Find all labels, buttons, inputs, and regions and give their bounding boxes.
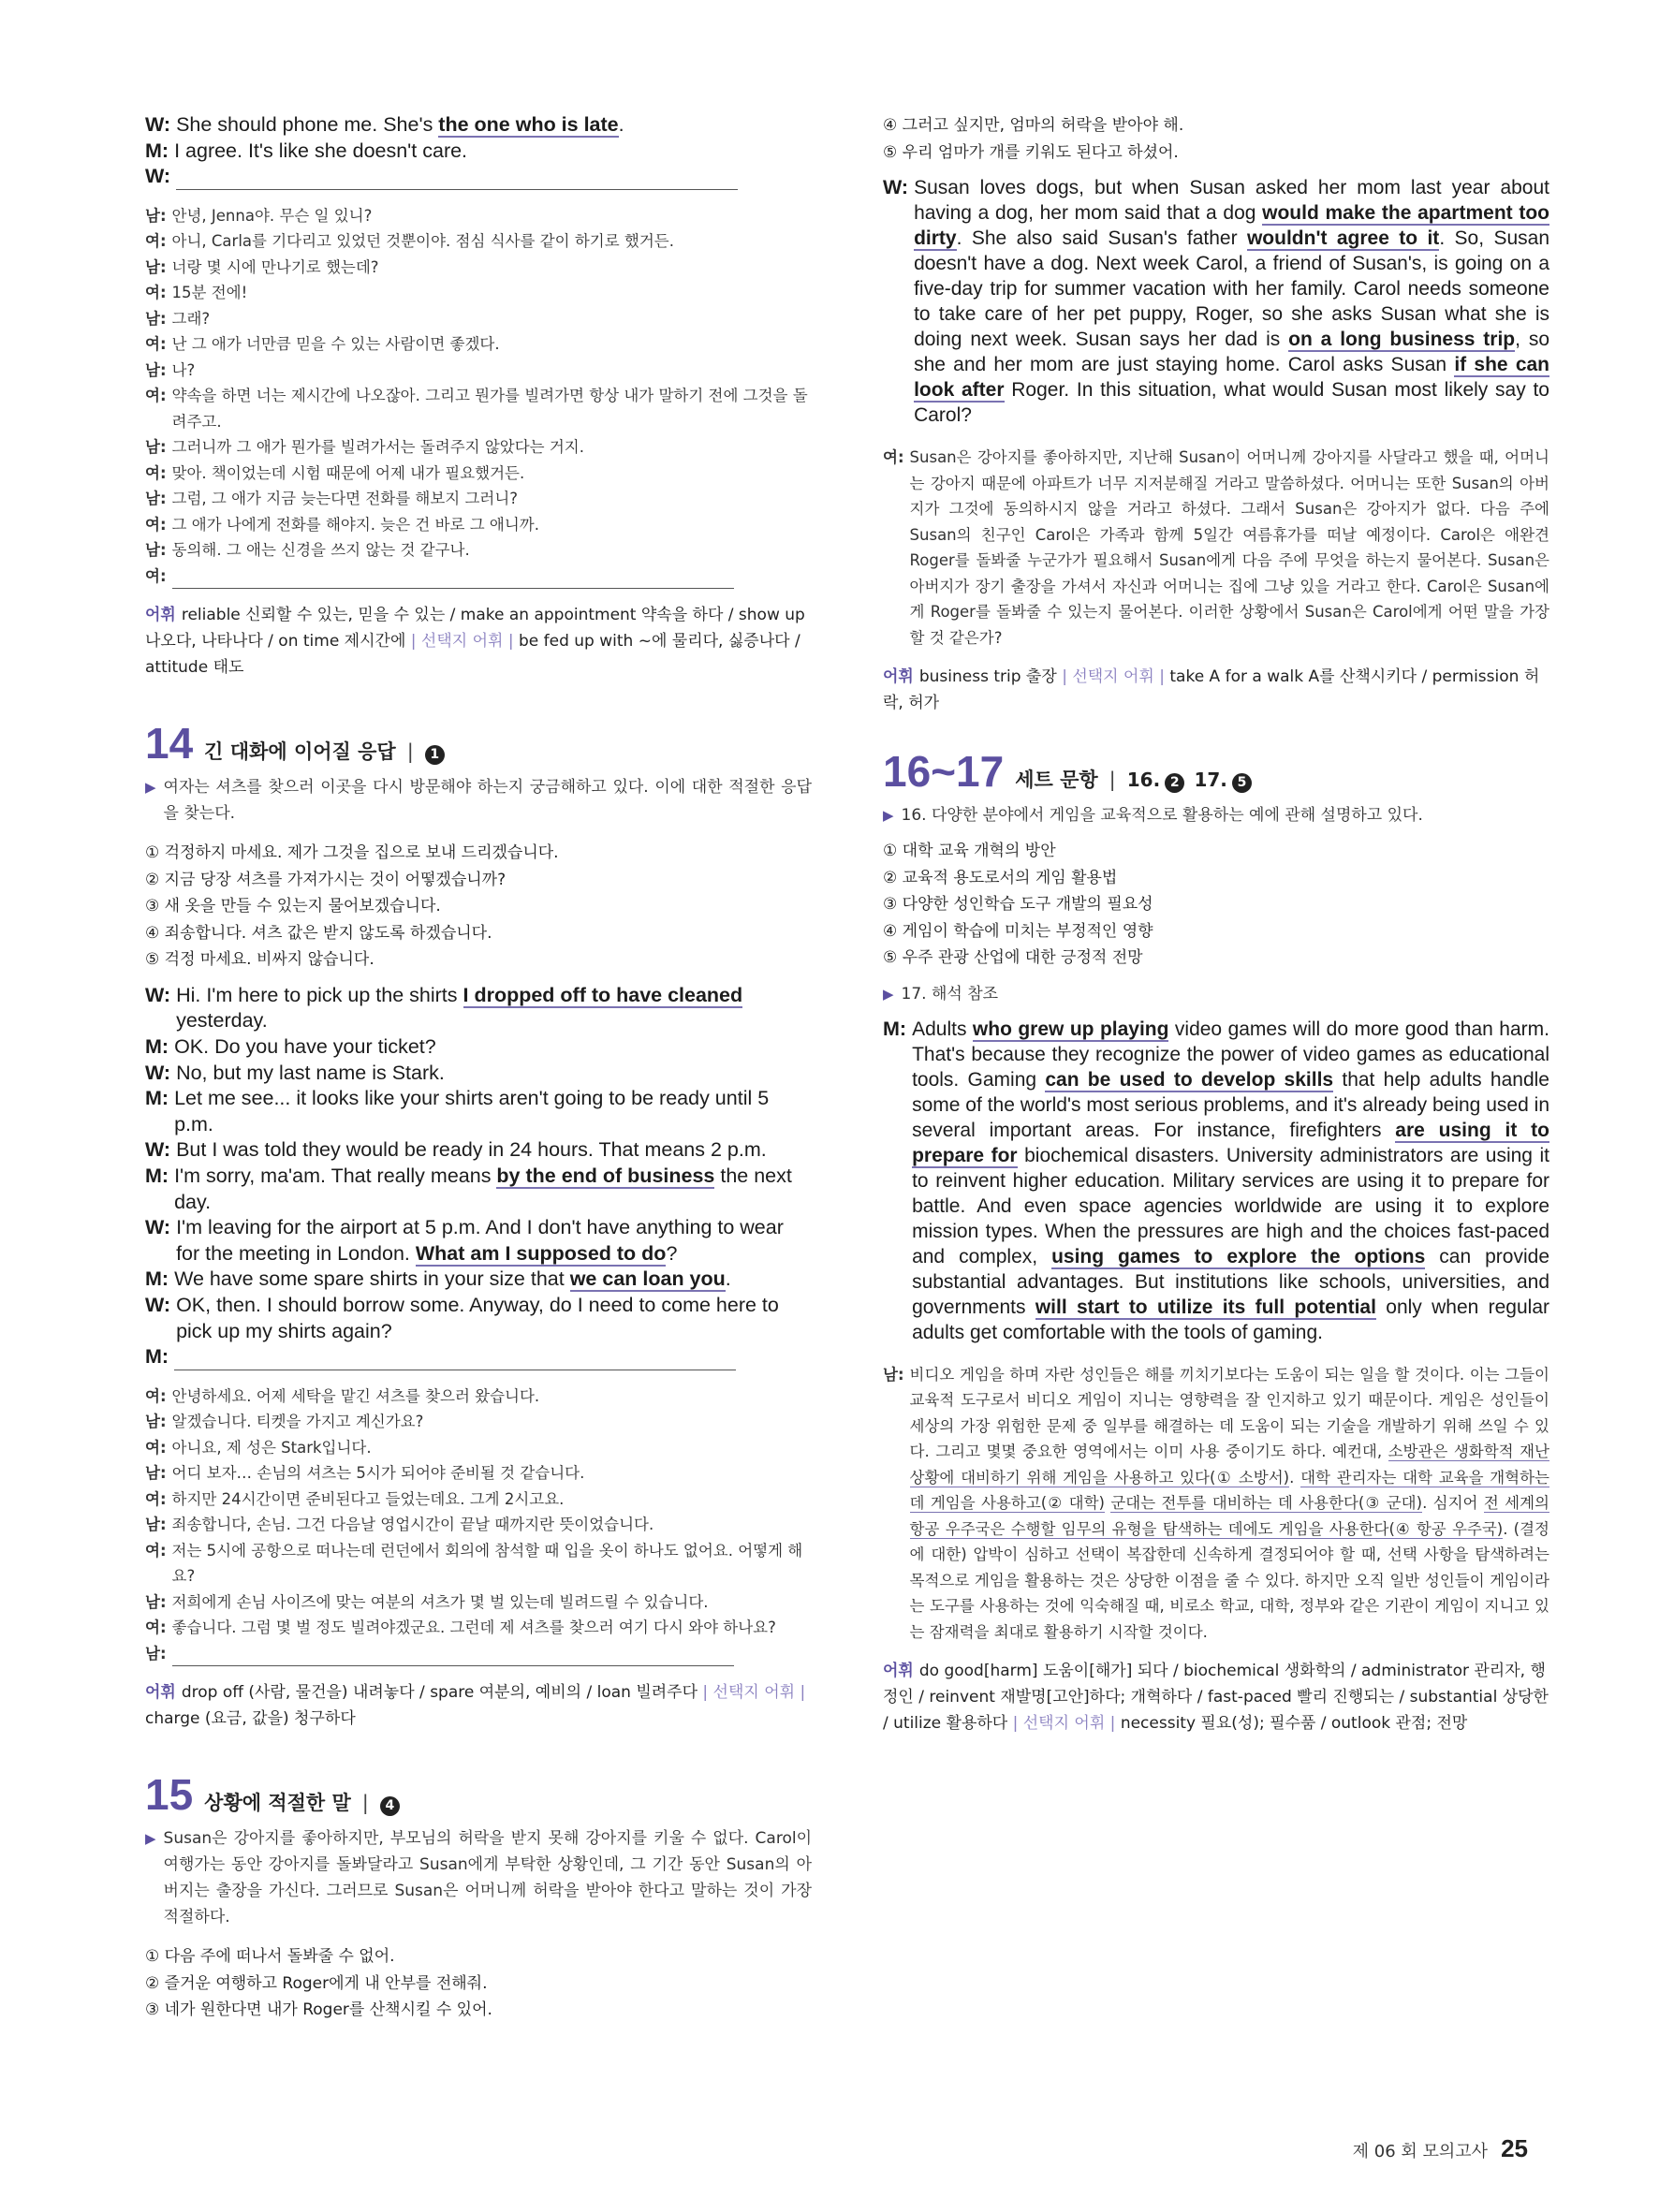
- option-item: ① 다음 주에 떠나서 돌봐줄 수 없어.: [145, 1947, 395, 1967]
- q16-vocab: [883, 1658, 1549, 1736]
- vocab-text-after: be fed up with ~에 물리다, 싫증나다 / attitude 태도: [145, 632, 800, 678]
- question-type-title: 세트 문항: [1015, 769, 1098, 791]
- key-phrase: the one who is late: [438, 113, 619, 136]
- speaker-label: 남:: [145, 1413, 167, 1431]
- page-footer: [1353, 2134, 1528, 2163]
- dialog-line: [145, 1034, 812, 1061]
- question-number: 15: [145, 1770, 194, 1820]
- q15-options: [145, 1943, 812, 2024]
- dialog-text: Let me see... it looks like your shirts aren't going to be ready until 5 p.m.: [174, 1087, 770, 1135]
- translation-line: [145, 564, 812, 590]
- speaker-label: 여:: [145, 387, 167, 405]
- translation-line: [145, 1384, 812, 1410]
- speaker-label: 여:: [145, 463, 167, 482]
- speaker-label: M:: [145, 139, 169, 162]
- key-phrase: 전 세계의 항공 우주국은 수행할 임무의 유형을 탐색하는 데에도 게임을 사용한다(④ 항공 우주국): [909, 1494, 1549, 1538]
- vocab-text-after: take A for a walk A를 산책시키다 / permission 허락, 허가: [883, 667, 1540, 712]
- dialog-line: [145, 139, 812, 165]
- right-column: [883, 112, 1549, 1736]
- translation-text: 죄송합니다, 손님. 그건 다음날 영업시간이 끝날 때까지란 뜻이었습니다.: [171, 1516, 654, 1534]
- speaker-label: M:: [145, 1267, 169, 1291]
- speaker-label: 여:: [145, 232, 167, 251]
- translation-line: [145, 1589, 812, 1616]
- test-label: 제 06 회 모의고사: [1352, 2142, 1489, 2161]
- translation-text: 약속을 하면 너는 제시간에 나오잖아. 그리고 뭔가를 빌려가면 항상 내가 말하기 전에 그것을 돌려주고.: [171, 387, 808, 431]
- translation-line: [145, 1641, 812, 1667]
- option-item: ⑤ 우주 관광 산업에 대한 긍정적 전망: [883, 948, 1143, 967]
- translation-text: 아니요, 제 성은 Stark입니다.: [171, 1438, 372, 1457]
- speaker-label: 남:: [145, 1464, 167, 1483]
- translation-text: 그러니까 그 애가 뭔가를 빌려가서는 돌려주지 않았다는 거지.: [171, 438, 584, 457]
- question-number: 14: [145, 719, 194, 769]
- answer-16-label: 16.: [1126, 769, 1161, 791]
- q14-description: ▶ 여자는 셔츠를 찾으러 이곳을 다시 방문해야 하는지 궁금해하고 있다. 이에 대한 적절한 응답을 찾는다.: [145, 778, 812, 824]
- speaker-label: 남:: [145, 1592, 167, 1611]
- speaker-label: 여:: [145, 335, 167, 354]
- translation-text: 안녕, Jenna야. 무슨 일 있니?: [171, 206, 373, 225]
- q15-korean-translation: 여: Susan은 강아지를 좋아하지만, 지난해 Susan이 어머니께 강아지를 사달라고 했을 때, 어머니는 강아지 때문에 아파트가 너무 지저분해질 거라고 말씀하셨다. 어머니는 또한 Susan의 아버지가 그것에 동의하시지 않을 거라고 하셨다. 그래서 Susan은 강아지가 없다. 다음 주에 Susan의 친구인 Carol은 가족과 함께 5일간 여름휴가를 떠날 예정이다. Carol은 애완견 Roger를 돌봐줄 누군가가 필요해서 Susan에게 다음 주에 무엇을 하는지 물어본다. Susan은 아버지가 장기 출장을 가셔서 자신과 어머니는 집에 그냥 있을 거라고 한다. Carol은 Susan에게 Roger를 돌봐줄 수 있는지 물어본다. 이러한 상황에서 Susan은 Carol에게 어떤 말을 가장 할 것 같은가?: [883, 448, 1549, 647]
- translation-text: 그래?: [171, 309, 211, 328]
- q16-17-header: 16~17 세트 문항 | 16. 2 17. 5: [883, 746, 1549, 797]
- q14-header: 14 긴 대화에 이어질 응답 | 1: [145, 718, 812, 769]
- translation-line: [145, 331, 812, 358]
- vocab-label: 어휘: [883, 1662, 914, 1680]
- speaker-label: 남:: [145, 438, 167, 457]
- translation-text: 어디 보자… 손님의 셔츠는 5시가 되어야 준비될 것 같습니다.: [171, 1464, 585, 1483]
- q16-description: ▶ 16. 다양한 분야에서 게임을 교육적으로 활용하는 예에 관해 설명하고 있다.: [883, 806, 1423, 825]
- translation-line: [145, 1538, 812, 1589]
- translation-line: [145, 1460, 812, 1487]
- vocab-text: business trip 출장: [918, 667, 1057, 686]
- q15-monologue: W: Susan loves dogs, but when Susan asked her mom last year about having a dog, her mom said that a dog would make the apartment too dirty. She also said Susan's father wouldn't agree to it. So, Susan doesn't have a dog. Next week Carol, a friend of Susan's, is going on a five-day trip for summer vacation with her family. Carol needs someone to take care of her pet puppy, Roger, so she asks Susan what she is doing next week. Susan says her dad is on a long business trip, so she and her mom are just staying home. Carol asks Susan if she can look after Roger. In this situation, what would Susan most likely say to Carol?: [883, 176, 1550, 426]
- dialog-text: [174, 1344, 812, 1370]
- dialog-line: [145, 1086, 812, 1137]
- answer-circle: 1: [425, 745, 445, 765]
- speaker-label: 여:: [145, 284, 167, 302]
- option-item: ① 걱정하지 마세요. 제가 그것을 집으로 보내 드리겠습니다.: [145, 843, 559, 863]
- dialog-line: [145, 1215, 812, 1267]
- translation-text: 아니, Carla를 기다리고 있었던 것뿐이야. 점심 식사를 같이 하기로 했거든.: [171, 232, 674, 251]
- key-phrase: 군대는 전투를 대비하는 데 사용한다(③ 군대): [1110, 1494, 1423, 1512]
- translation-line: [145, 512, 812, 538]
- key-phrase: What am I supposed to do: [415, 1241, 667, 1265]
- translation-text: 안녕하세요. 어제 세탁을 맡긴 셔츠를 찾으러 왔습니다.: [171, 1386, 540, 1405]
- left-column: [145, 112, 812, 2024]
- dialog-text: Hi. I'm here to pick up the shirts I dropped off to have cleaned yesterday.: [176, 983, 743, 1033]
- speaker-label: 남:: [145, 309, 167, 328]
- speaker-label: 여:: [145, 1386, 167, 1405]
- dialog-text: OK. Do you have your ticket?: [174, 1034, 436, 1058]
- q15-header: 15 상황에 적절한 말 | 4: [145, 1769, 812, 1820]
- option-item: ⑤ 걱정 마세요. 비싸지 않습니다.: [145, 950, 374, 970]
- answer-circle: 4: [380, 1796, 400, 1816]
- speaker-label: W:: [145, 1293, 171, 1316]
- speaker-label: M:: [145, 1087, 169, 1110]
- translation-line: [145, 203, 812, 229]
- key-phrase: we can loan you: [569, 1267, 726, 1291]
- speaker-label: 여:: [145, 1619, 167, 1637]
- option-item: ③ 네가 원한다면 내가 Roger를 산책시킬 수 있어.: [145, 2000, 492, 2020]
- translation-line: [145, 486, 812, 512]
- answer-blank: [174, 1351, 736, 1370]
- q16-options: [883, 838, 1549, 972]
- speaker-label: 남:: [145, 257, 167, 276]
- speaker-label: W:: [145, 165, 171, 188]
- answer-blank: [172, 569, 734, 589]
- key-phrase: will start to utilize its full potential: [1035, 1296, 1376, 1318]
- q13-dialog-end: [145, 112, 812, 190]
- dialog-line: [145, 1137, 812, 1164]
- dialog-text: [176, 164, 812, 190]
- dialog-text: I agree. It's like she doesn't care.: [174, 139, 468, 162]
- translation-text: 좋습니다. 그럼 몇 벌 정도 빌려야겠군요. 그런데 제 셔츠를 찾으러 여기 다시 와야 하나요?: [171, 1619, 776, 1637]
- dialog-text: I'm leaving for the airport at 5 p.m. And I don't have anything to wear for the meeting in London. What am I supposed to do?: [176, 1216, 784, 1265]
- vocab-label: 어휘: [883, 667, 914, 686]
- translation-line: [145, 1615, 812, 1641]
- q14-options: [145, 840, 812, 974]
- dialog-line: [145, 1061, 812, 1087]
- vocab-text-after: charge (요금, 값을) 청구하다: [145, 1709, 356, 1729]
- key-phrase: are using it to prepare for: [912, 1119, 1549, 1166]
- speaker-label: 남:: [145, 360, 167, 379]
- speaker-label: 여:: [145, 1438, 167, 1457]
- translation-text: 나?: [171, 360, 196, 379]
- speaker-label: M:: [145, 1034, 169, 1058]
- option-item: ⑤ 우리 엄마가 개를 키워도 된다고 하셨어.: [883, 142, 1179, 162]
- dialog-line: [145, 983, 812, 1034]
- speaker-label: 여:: [145, 515, 167, 534]
- question-type-title: 상황에 적절한 말: [204, 1792, 351, 1815]
- q14-vocab: [145, 1679, 812, 1732]
- option-item: ④ 게임이 학습에 미치는 부정적인 영향: [883, 921, 1153, 941]
- q13-korean-translation: [145, 203, 812, 590]
- q14-dialog: [145, 983, 812, 1370]
- q16-korean-translation: 남: 비디오 게임을 하며 자란 성인들은 해를 끼치기보다는 도움이 되는 일을 할 것이다. 이는 그들이 교육적 도구로서 비디오 게임이 지니는 영향력을 잘 인지하고 있기 때문이다. 게임은 성인들이 세상의 가장 위험한 문제 중 일부를 해결하는 데 도움이 되는 기술을 개발하기 위해 쓰일 수 있다. 그리고 몇몇 중요한 영역에서는 이미 사용 중이기도 하다. 예컨대, 소방관은 생화학적 재난 상황에 대비하기 위해 게임을 사용하고 있다(① 소방서). 대학 관리자는 대학 교육을 개혁하는 데 게임을 사용하고(② 대학) 군대는 전투를 대비하는 데 사용한다(③ 군대). 심지어 전 세계의 항공 우주국은 수행할 임무의 유형을 탐색하는 데에도 게임을 사용한다(④ 항공 우주국). (결정에 대한) 압박이 심하고 선택이 복잡한데 신속하게 결정되어야 할 때, 선택 사항을 탐색하려는 목적으로 게임을 활용하는 것은 상당한 이점을 줄 수 있다. 하지만 오직 일반 성인들이 게임이라는 도구를 사용하는 것에 익숙해질 때, 비로소 학교, 대학, 정부와 같은 기관이 게임이 지니고 있는 잠재력을 최대로 활용하기 시작할 것이다.: [883, 1365, 1549, 1641]
- speaker-label: W:: [145, 1138, 171, 1162]
- translation-text: 알겠습니다. 티켓을 가지고 계신가요?: [171, 1413, 424, 1431]
- speaker-label: 남:: [145, 1516, 167, 1534]
- q15-description: ▶ Susan은 강아지를 좋아하지만, 부모님의 허락을 받지 못해 강아지를 키울 수 없다. Carol이 여행가는 동안 강아지를 돌봐달라고 Susan에게 부탁한 상황인데, 그 기간 동안 Susan의 아버지는 출장을 가신다. 그러므로 Susan은 어머니께 허락을 받아야 한다고 말하는 것이 가장 적절하다.: [145, 1829, 812, 1927]
- key-phrase: wouldn't agree to it: [1246, 227, 1440, 249]
- speaker-label: 남:: [145, 541, 167, 560]
- dialog-text: We have some spare shirts in your size that we can loan you.: [174, 1267, 731, 1291]
- answer-circle-17: 5: [1232, 773, 1252, 793]
- translation-text: 저는 5시에 공항으로 떠나는데 런던에서 회의에 참석할 때 입을 옷이 하나도 없어요. 어떻게 해요?: [171, 1541, 803, 1586]
- option-item: ③ 다양한 성인학습 도구 개발의 필요성: [883, 895, 1153, 914]
- key-phrase: on a long business trip: [1288, 329, 1516, 350]
- q15-vocab: [883, 664, 1549, 716]
- translation-line: [145, 280, 812, 306]
- key-phrase: 대학 관리자는 대학 교육을 개혁하는 데 게임을 사용하고(② 대학): [909, 1468, 1549, 1512]
- vocab-text-after: necessity 필요(성); 필수품 / outlook 관점; 전망: [1120, 1714, 1468, 1733]
- speaker-label: 남:: [145, 206, 167, 225]
- q14-korean-translation: [145, 1384, 812, 1667]
- speaker-label: M:: [145, 1164, 169, 1187]
- translation-line: [145, 461, 812, 487]
- translation-text: [172, 564, 812, 590]
- dialog-line: [145, 1293, 812, 1344]
- option-item: ③ 새 옷을 만들 수 있는지 물어보겠습니다.: [145, 897, 441, 916]
- translation-line: [145, 383, 812, 434]
- speaker-label: 남:: [145, 490, 167, 508]
- translation-line: [145, 358, 812, 384]
- translation-text: 15분 전에!: [171, 284, 248, 302]
- translation-text: [172, 1641, 812, 1667]
- speaker-label: W:: [145, 1061, 171, 1084]
- translation-text: 난 그 애가 너만큼 믿을 수 있는 사람이면 좋겠다.: [171, 335, 500, 354]
- answer-blank: [176, 170, 738, 190]
- vocab-text: reliable 신뢰할 수 있는, 믿을 수 있는 / make an appointment 약속을 하다 / show up 나오다, 나타나다 / on time 제시간에: [145, 606, 805, 652]
- speaker-label: 여:: [145, 1489, 167, 1508]
- question-number: 16~17: [883, 747, 1005, 796]
- translation-text: 저희에게 손님 사이즈에 맞는 여분의 셔츠가 몇 벌 있는데 빌려드릴 수 있습니다.: [171, 1592, 709, 1611]
- dialog-line: [145, 164, 812, 190]
- dialog-text: OK, then. I should borrow some. Anyway, do I need to come here to pick up my shirts again?: [176, 1293, 779, 1342]
- translation-line: [145, 255, 812, 281]
- translation-text: 그럼, 그 애가 지금 늦는다면 전화를 해보지 그러니?: [171, 490, 519, 508]
- translation-text: 동의해. 그 애는 신경을 쓰지 않는 것 같구나.: [171, 541, 470, 560]
- translation-line: [145, 306, 812, 332]
- speaker-label: 여:: [145, 566, 167, 585]
- vocab-text: do good[harm] 도움이[해가] 되다 / biochemical 생화학의 / administrator 관리자, 행정인 / reinvent 재발명[고안]하다; 개혁하다 / fast-paced 빨리 진행되는 / substantial 상당한 / utilize 활용하다: [883, 1662, 1549, 1733]
- speaker-label: W:: [145, 983, 171, 1006]
- key-phrase: can be used to develop skills: [1045, 1068, 1334, 1091]
- vocab-text: drop off (사람, 물건을) 내려놓다 / spare 여분의, 예비의 / loan 빌려주다: [181, 1683, 698, 1703]
- vocab-label: 어휘: [145, 606, 176, 625]
- key-phrase: would make the apartment too dirty: [914, 202, 1549, 249]
- translation-text: 맞아. 책이었는데 시험 때문에 어제 내가 필요했거든.: [171, 463, 525, 482]
- vocab-sub-label: | 선택지 어휘 |: [1012, 1714, 1116, 1733]
- key-phrase: if she can look after: [914, 354, 1549, 401]
- key-phrase: by the end of business: [496, 1164, 715, 1187]
- q15-options-cont: [883, 112, 1549, 166]
- translation-line: [145, 228, 812, 255]
- dialog-line: [145, 1344, 812, 1370]
- translation-text: 너랑 몇 시에 만나기로 했는데?: [171, 257, 379, 276]
- option-item: ④ 그러고 싶지만, 엄마의 허락을 받아야 해.: [883, 116, 1184, 135]
- question-type-title: 긴 대화에 이어질 응답: [204, 740, 396, 764]
- key-phrase: 소방관은 생화학적 재난 상황에 대비하기 위해 게임을 사용하고 있다(① 소방서): [909, 1443, 1549, 1487]
- translation-line: [145, 434, 812, 461]
- translation-line: [145, 1487, 812, 1513]
- option-item: ④ 죄송합니다. 셔츠 값은 받지 않도록 하겠습니다.: [145, 923, 492, 943]
- dialog-text: But I was told they would be ready in 24 hours. That means 2 p.m.: [176, 1138, 767, 1162]
- translation-line: [145, 1512, 812, 1538]
- q17-description: ▶ 17. 해석 참조: [883, 984, 999, 1003]
- speaker-label: 남:: [145, 1644, 167, 1663]
- translation-line: [145, 1435, 812, 1461]
- speaker-label: W:: [145, 1216, 171, 1239]
- page-number: 25: [1501, 2134, 1528, 2162]
- answer-blank: [172, 1647, 734, 1666]
- dialog-text: I'm sorry, ma'am. That really means by the end of business the next day.: [174, 1164, 792, 1213]
- q16-monologue: M: Adults who grew up playing video games will do more good than harm. That's because they recognize the power of video games as educational tools. Gaming can be used to develop skills that help adults handle some of the world's most serious problems, and it's already being used in several important areas. For instance, firefighters are using it to prepare for biochemical disasters. University administrators are using it to reinvent higher education. Military services are using it to prepare for battle. And even space agencies worldwide are using it to explore mission types. When the pressures are high and the choices fast-paced and complex, using games to explore the options can provide substantial advantages. But institutions like schools, universities, and governments will start to utilize its full potential only when regular adults get comfortable with the tools of gaming.: [883, 1017, 1550, 1343]
- option-item: ② 즐거운 여행하고 Roger에게 내 안부를 전해줘.: [145, 1973, 488, 1993]
- translation-line: [145, 1409, 812, 1435]
- vocab-label: 어휘: [145, 1683, 176, 1703]
- dialog-line: [145, 112, 812, 139]
- speaker-label: W:: [145, 113, 171, 136]
- q13-vocab: [145, 602, 812, 681]
- answer-17-label: 17.: [1194, 769, 1227, 791]
- translation-text: 그 애가 나에게 전화를 해야지. 늦은 건 바로 그 애니까.: [171, 515, 539, 534]
- key-phrase: using games to explore the options: [1051, 1245, 1426, 1267]
- translation-text: 하지만 24시간이면 준비된다고 들었는데요. 그게 2시고요.: [171, 1489, 565, 1508]
- speaker-label: M:: [145, 1345, 169, 1369]
- speaker-label: 여:: [145, 1541, 167, 1560]
- dialog-line: [145, 1164, 812, 1215]
- dialog-text: She should phone me. She's the one who is late.: [176, 113, 624, 136]
- vocab-sub-label: | 선택지 어휘 |: [410, 632, 514, 652]
- answer-circle-16: 2: [1165, 773, 1184, 793]
- translation-line: [145, 537, 812, 564]
- dialog-line: [145, 1267, 812, 1293]
- option-item: ② 지금 당장 셔츠를 가져가시는 것이 어떻겠습니까?: [145, 870, 507, 889]
- option-item: ② 교육적 용도로서의 게임 활용법: [883, 868, 1118, 887]
- key-phrase: who grew up playing: [972, 1018, 1169, 1040]
- dialog-text: No, but my last name is Stark.: [176, 1061, 445, 1084]
- key-phrase: I dropped off to have cleaned: [463, 983, 743, 1006]
- vocab-sub-label: | 선택지 어휘 |: [1062, 667, 1165, 686]
- vocab-sub-label: | 선택지 어휘 |: [702, 1683, 806, 1703]
- option-item: ① 대학 교육 개혁의 방안: [883, 842, 1056, 860]
